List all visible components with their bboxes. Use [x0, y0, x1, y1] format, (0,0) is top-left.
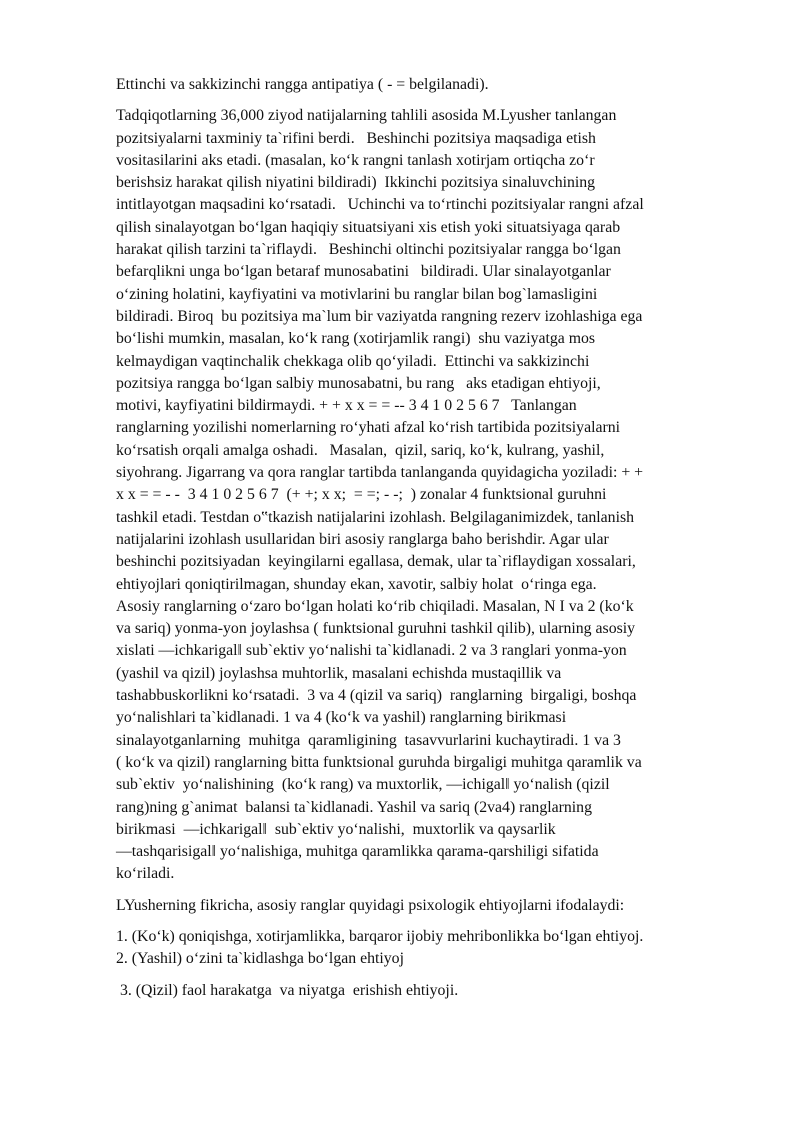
text-line: birikmasi ―ichkarigal‖ sub`ektiv yo‘nalishi, muxtorlik va qaysarlik [116, 820, 556, 838]
text-line: kelmaydigan vaqtinchalik chekkaga olib qo‘yiladi. Ettinchi va sakkizinchi [116, 352, 590, 370]
text-line: rang)ning g`animat balansi ta`kidlanadi. Yashil va sariq (2va4) ranglarning [116, 798, 592, 816]
text-line: siyohrang. Jigarrang va qora ranglar tartibda tanlanganda quyidagicha yoziladi: + + [116, 464, 644, 482]
text-line: beshinchi pozitsiyadan keyingilarni egallasa, demak, ular ta`riflaydigan xossalari, [116, 553, 636, 571]
list-item: 2. (Yashil) o‘zini ta`kidlashga bo‘lgan ehtiyoj [116, 950, 404, 968]
list-item: 3. (Qizil) faol harakatga va niyatga erishish ehtiyoji. [116, 981, 459, 999]
text-line: o‘zining holatini, kayfiyatini va motivlarini bu ranglar bilan bog`lamasligini [116, 285, 598, 303]
text-line: LYusherning fikricha, asosiy ranglar quyidagi psixologik ehtiyojlarni ifodalaydi: [116, 896, 625, 914]
text-line: xislati ―ichkarigal‖ sub`ektiv yo‘nalishi ta`kidlanadi. 2 va 3 ranglari yonma-yon [116, 642, 627, 660]
text-line: Tadqiqotlarning 36,000 ziyod natijalarning tahlili asosida M.Lyusher tanlangan [116, 107, 617, 125]
paragraph-lusher-positions [116, 105, 756, 885]
text-line: pozitsiyalarni taxminiy ta`rifini berdi. Beshinchi pozitsiya maqsadiga etish [116, 129, 596, 147]
text-line: natijalarini izohlash usullaridan biri asosiy ranglarga baho berishdir. Agar ular [116, 530, 609, 548]
text-line: yo‘nalishlari ta`kidlanadi. 1 va 4 (ko‘k va yashil) ranglarning birikmasi [116, 709, 567, 727]
text-line: ko‘rsatish orqali amalga oshadi. Masalan, qizil, sariq, ko‘k, kulrang, yashil, [116, 441, 605, 459]
text-line: ( ko‘k va qizil) ranglarning bitta funktsional guruhda birgaligi muhitga qaramlik va [116, 753, 642, 771]
text-line: pozitsiya rangga bo‘lgan salbiy munosabatni, bu rang aks etadigan ehtiyoji, [116, 374, 601, 392]
paragraph-antipathy [116, 74, 756, 96]
text-line: sinalayotganlarning muhitga qaramligining tasavvurlarini kuchaytiradi. 1 va 3 [116, 731, 621, 749]
text-line: motivi, kayfiyatini bildirmaydi. + + x x = = -- 3 4 1 0 2 5 6 7 Tanlangan [116, 397, 577, 415]
text-line: vositasilarini aks etadi. (masalan, ko‘k rangni tanlash xotirjam ortiqcha zo‘r [116, 151, 595, 169]
text-line: ranglarning yozilishi nomerlarning ro‘yhati afzal ko‘rish tartibida pozitsiyalarni [116, 419, 621, 437]
text-line: va sariq) yonma-yon joylashsa ( funktsional guruhni tashkil qilib), ularning asosiy [116, 620, 636, 638]
text-line: berishsiz harakat qilish niyatini bildiradi) Ikkinchi pozitsiya sinaluvchining [116, 174, 596, 192]
text-line: x x = = - - 3 4 1 0 2 5 6 7 (+ +; x x; = =; - -; ) zonalar 4 funktsional guruhni [116, 486, 607, 504]
list-item: 1. (Ko‘k) qoniqishga, xotirjamlikka, barqaror ijobiy mehribonlikka bo‘lgan ehtiyoj. [116, 927, 644, 945]
text-line: bildiradi. Biroq bu pozitsiya ma`lum bir vaziyatda rangning rezerv izohlashiga ega [116, 307, 643, 325]
text-line: tashkil etadi. Testdan o‟tkazish natijalarini izohlash. Belgilaganimizdek, tanlanish [116, 508, 635, 526]
text-line: Ettinchi va sakkizinchi rangga antipatiya ( - = belgilanadi). [116, 76, 489, 93]
text-line: (yashil va qizil) joylashsa muhtorlik, masalani echishda mustaqillik va [116, 664, 562, 682]
paragraph-needs-intro [116, 895, 756, 917]
text-line: bo‘lishi mumkin, masalan, ko‘k rang (xotirjamlik rangi) shu vaziyatga mos [116, 330, 596, 348]
text-line: tashabbuskorlikni ko‘rsatadi. 3 va 4 (qizil va sariq) ranglarning birgaligi, boshqa [116, 687, 637, 705]
paragraph-needs-list [116, 926, 756, 971]
text-line: Asosiy ranglarning o‘zaro bo‘lgan holati ko‘rib chiqiladi. Masalan, N I va 2 (ko‘k [116, 597, 634, 615]
text-line: ―tashqarisigal‖ yo‘nalishiga, muhitga qaramlikka qarama-qarshiligi sifatida [116, 843, 599, 861]
text-line: sub`ektiv yo‘nalishining (ko‘k rang) va muxtorlik, ―ichigal‖ yo‘nalish (qizil [116, 776, 610, 794]
paragraph-needs-list-3 [116, 980, 756, 1002]
text-line: harakat qilish tarzini ta`riflaydi. Beshinchi oltinchi pozitsiyalar rangga bo‘lgan [116, 241, 621, 259]
text-line: qilish sinalayotgan bo‘lgan haqiqiy situatsiyani xis etish yoki situatsiyaga qarab [116, 218, 621, 236]
text-line: ko‘riladi. [116, 865, 175, 883]
text-line: befarqlikni unga bo‘lgan betaraf munosabatini bildiradi. Ular sinalayotganlar [116, 263, 611, 281]
text-line: intitlayotgan maqsadini ko‘rsatadi. Uchinchi va to‘rtinchi pozitsiyalar rangni afzal [116, 196, 644, 214]
text-line: ehtiyojlari qoniqtirilmagan, shunday ekan, xavotir, salbiy holat o‘ringa ega. [116, 575, 597, 593]
document-page [116, 74, 756, 1002]
